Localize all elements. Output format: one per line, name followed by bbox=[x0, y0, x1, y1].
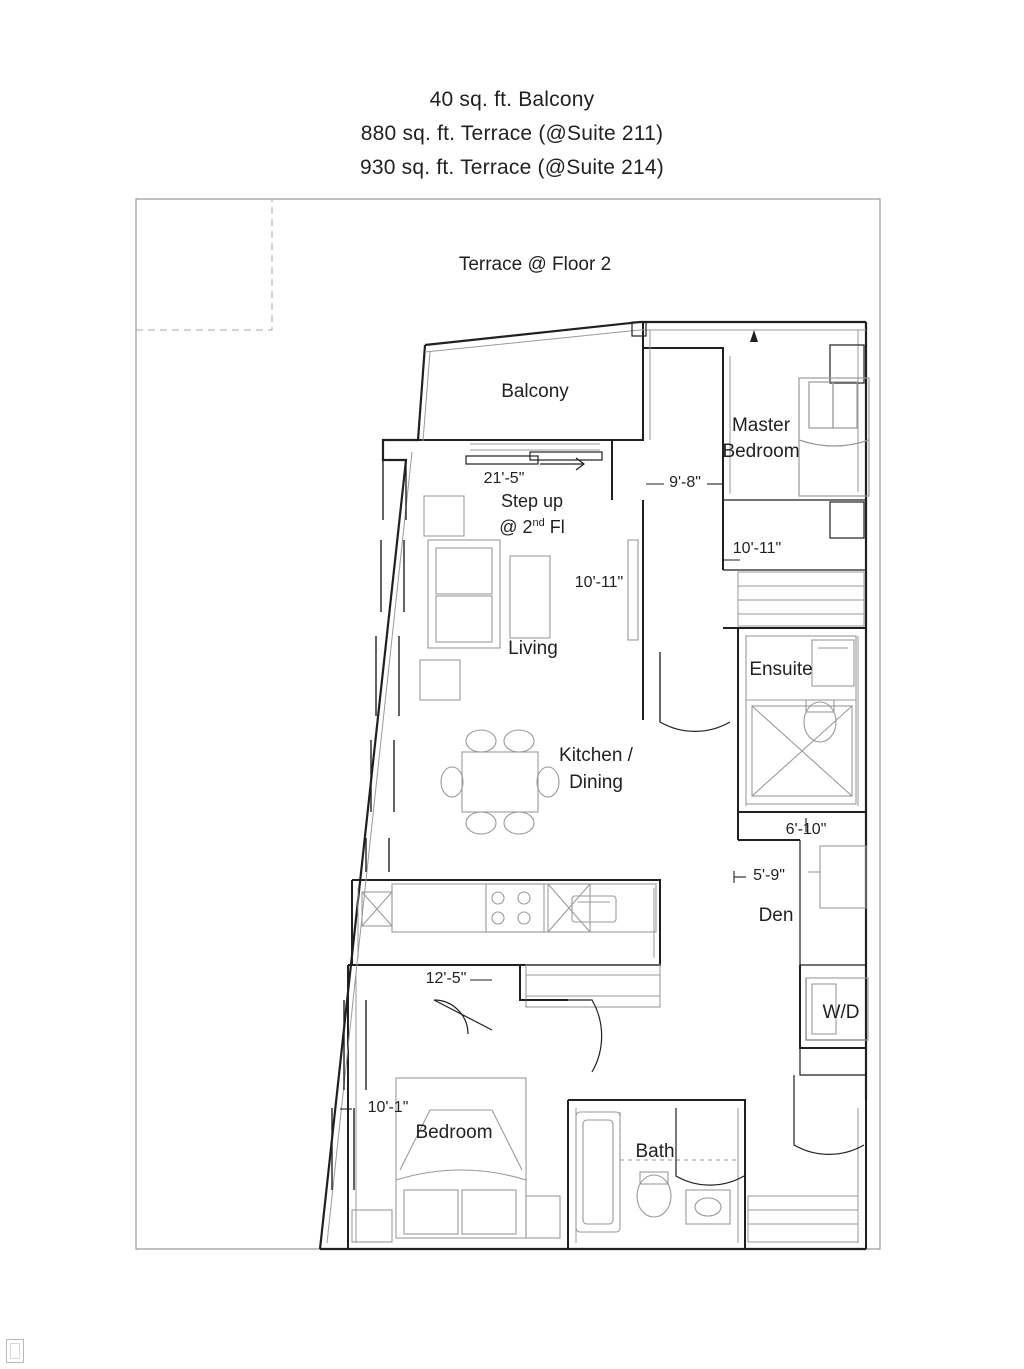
page-corner-mark bbox=[6, 1339, 24, 1363]
room-label-den: Den bbox=[758, 905, 794, 926]
room-label-kitchen-dining: Kitchen / bbox=[559, 745, 633, 766]
room-label-ensuite: Ensuite bbox=[749, 659, 813, 680]
note-step-up: Step up bbox=[500, 491, 564, 511]
room-label-bath: Bath bbox=[635, 1141, 675, 1162]
header-line-balcony: 40 sq. ft. Balcony bbox=[429, 88, 595, 111]
dimension-living-width: 21'-5" bbox=[483, 470, 525, 487]
room-label-kitchen-dining-line2: Dining bbox=[569, 772, 623, 793]
room-label-master-bedroom: Master bbox=[731, 415, 791, 436]
room-label-master-bedroom-line2: Bedroom bbox=[722, 441, 800, 462]
room-label-terrace: Terrace @ Floor 2 bbox=[458, 254, 612, 275]
note-step-up-floor: @ 2nd Fl bbox=[499, 517, 565, 537]
dimension-master-depth: 10'-11" bbox=[732, 540, 782, 557]
room-label-living: Living bbox=[508, 638, 558, 659]
dimension-master-width: 9'-8" bbox=[669, 474, 701, 491]
dimension-den-depth: 5'-9" bbox=[753, 867, 785, 884]
dimension-bedroom-depth: 10'-1" bbox=[367, 1099, 409, 1116]
dimension-living-depth: 10'-11" bbox=[574, 574, 624, 591]
header-line-terrace-211: 880 sq. ft. Terrace (@Suite 211) bbox=[360, 122, 664, 145]
room-label-balcony: Balcony bbox=[501, 381, 569, 402]
room-label-bedroom: Bedroom bbox=[415, 1122, 493, 1143]
dimension-bedroom-width: 12'-5" bbox=[425, 970, 467, 987]
room-label-wd: W/D bbox=[822, 1002, 860, 1023]
header-line-terrace-214: 930 sq. ft. Terrace (@Suite 214) bbox=[360, 156, 664, 179]
dimension-den-width: 6'-10" bbox=[785, 821, 827, 838]
